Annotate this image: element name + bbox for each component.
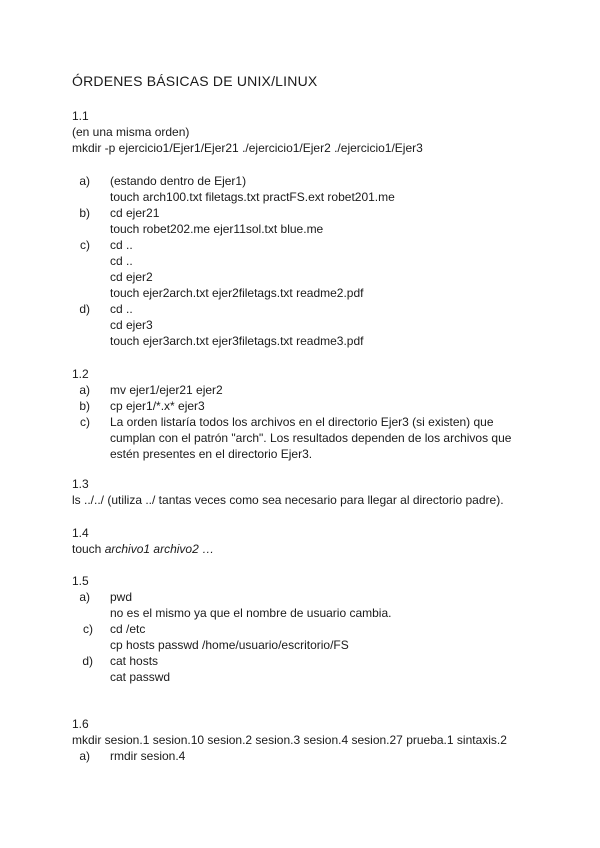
item-line: cd .. (110, 238, 133, 252)
item-line: (estando dentro de Ejer1) (110, 174, 247, 188)
list-marker: c) (80, 238, 90, 252)
item-line: cp hosts passwd /home/usuario/escritorio/FS (110, 638, 349, 652)
command-args: archivo1 archivo2 … (104, 542, 215, 556)
section-number: 1.2 (72, 367, 89, 381)
item-line: estén presentes en el directorio Ejer3. (110, 447, 313, 461)
section-1-5-items (64, 589, 391, 685)
section-1-2 (72, 366, 89, 382)
item-line: touch robet202.me ejer11sol.txt blue.me (110, 222, 324, 236)
item-line: cd ejer2 (110, 270, 153, 284)
section-1-6-items (64, 748, 185, 764)
section-command-line (72, 541, 214, 557)
list-item (64, 301, 395, 349)
section-command: mkdir -p ejercicio1/Ejer1/Ejer21 ./ejercicio1/Ejer2 ./ejercicio1/Ejer3 (72, 141, 423, 155)
list-item (64, 748, 185, 764)
section-text: ls ../../ (utiliza ../ tantas veces como sea necesario para llegar al directorio padre). (72, 493, 504, 507)
section-1-1 (72, 108, 423, 156)
item-line: cd .. (110, 254, 133, 268)
item-line: cp ejer1/*.x* ejer3 (110, 399, 205, 413)
list-marker: d) (82, 654, 93, 668)
section-command: mkdir sesion.1 sesion.10 sesion.2 sesion.3 sesion.4 sesion.27 prueba.1 sintaxis.2 (72, 733, 507, 747)
section-1-1-items (64, 173, 395, 349)
list-item (64, 173, 395, 205)
item-line: cumplan con el patrón "arch". Los resultados dependen de los archivos que (110, 431, 512, 445)
item-line: rmdir sesion.4 (110, 749, 186, 763)
item-line: mv ejer1/ejer21 ejer2 (110, 383, 223, 397)
section-number: 1.5 (72, 574, 89, 588)
section-1-4 (72, 525, 214, 557)
list-item (64, 414, 511, 462)
item-line: no es el mismo ya que el nombre de usuario cambia. (110, 606, 392, 620)
section-1-5 (72, 573, 89, 589)
list-marker: a) (79, 174, 90, 188)
item-line: cd .. (110, 302, 133, 316)
section-number: 1.1 (72, 109, 89, 123)
item-line: touch arch100.txt filetags.txt practFS.ext robet201.me (110, 190, 395, 204)
section-number: 1.4 (72, 526, 89, 540)
section-number: 1.3 (72, 477, 89, 491)
item-line: touch ejer3arch.txt ejer3filetags.txt readme3.pdf (110, 334, 364, 348)
list-marker: a) (79, 383, 90, 397)
list-marker: b) (79, 399, 90, 413)
item-line: touch ejer2arch.txt ejer2filetags.txt readme2.pdf (110, 286, 364, 300)
list-marker: c) (83, 622, 93, 636)
section-note: (en una misma orden) (72, 125, 190, 139)
item-line: cat passwd (110, 670, 171, 684)
list-item (64, 382, 511, 398)
page-title: ÓRDENES BÁSICAS DE UNIX/LINUX (72, 73, 318, 89)
section-number: 1.6 (72, 717, 89, 731)
item-line: cat hosts (110, 654, 159, 668)
list-marker: b) (79, 206, 90, 220)
list-marker: a) (79, 590, 90, 604)
section-1-6 (72, 716, 507, 748)
section-1-2-items (64, 382, 511, 462)
list-item (64, 205, 395, 237)
list-item (64, 589, 391, 621)
item-line: La orden listaría todos los archivos en el directorio Ejer3 (si existen) que (110, 415, 494, 429)
item-line: cd ejer21 (110, 206, 160, 220)
item-line: cd ejer3 (110, 318, 153, 332)
list-item (64, 398, 511, 414)
item-line: pwd (110, 590, 133, 604)
list-item (64, 653, 391, 685)
command-name: touch (72, 542, 102, 556)
list-item (64, 237, 395, 301)
list-item (64, 621, 391, 653)
item-line: cd /etc (110, 622, 146, 636)
list-marker: a) (79, 749, 90, 763)
list-marker: d) (79, 302, 90, 316)
section-1-3 (72, 476, 504, 508)
list-marker: c) (80, 415, 90, 429)
